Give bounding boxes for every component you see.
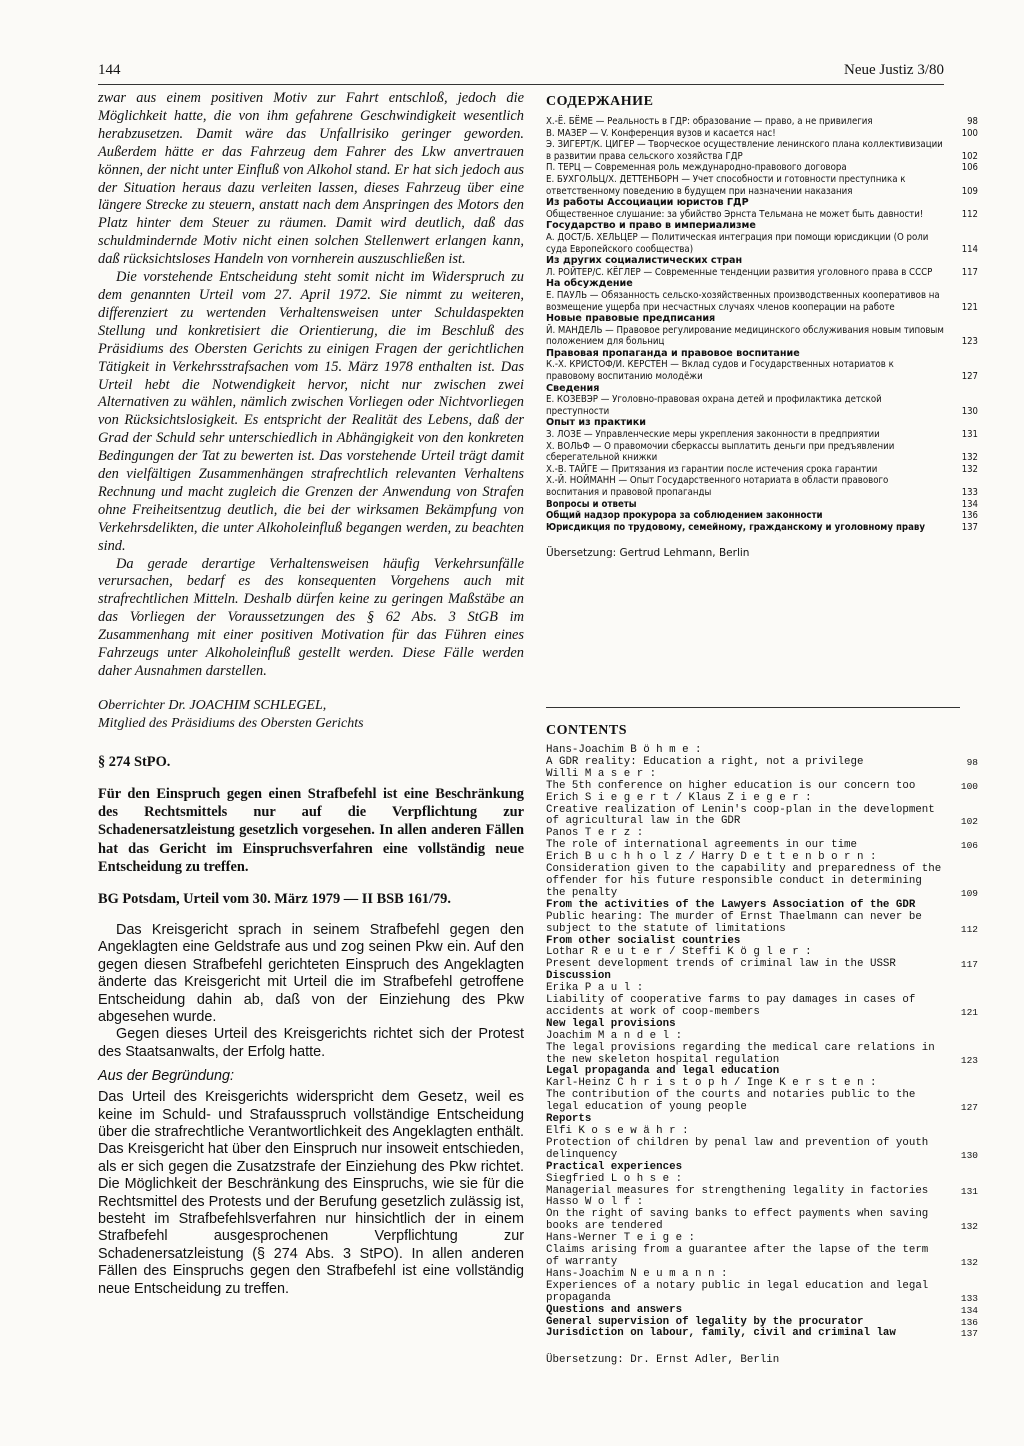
- toc-title: Jurisdiction on labour, family, civil and criminal law: [546, 1327, 896, 1340]
- toc-rubric: Practical experiences: [546, 1160, 683, 1173]
- toc-title: З. ЛОЗЕ — Управленческие меры укрепления законности в предприятии: [546, 429, 880, 441]
- toc-entry: [546, 325, 978, 348]
- toc-title: Е. БУХГОЛЬЦ/Х. ДЕТТЕНБОРН — Учет способности и готовности преступника к ответственному поведению в будущем при назначении наказания: [546, 173, 906, 197]
- toc-entry: [546, 441, 978, 464]
- toc-page-number: 121: [961, 301, 978, 313]
- toc-title: General supervision of legality by the procurator: [546, 1315, 864, 1328]
- toc-title: Е. КОЗЕВЭР — Уголовно-правовая охрана детей и профилактика детской преступности: [546, 394, 882, 417]
- toc-page-number: 98: [967, 116, 978, 127]
- toc-title: Consideration given to the capability and preparedness of the offender for his future responsible conduct in determining the penalty: [546, 863, 942, 899]
- toc-title: A GDR reality: Education a right, not a privilege: [546, 755, 864, 768]
- toc-author: Hans-Joachim N e u m a n n :: [546, 1267, 728, 1280]
- toc-rubric: Новые правовые предписания: [546, 313, 716, 325]
- toc-title: Вопросы и ответы: [546, 498, 637, 510]
- english-toc-list: [546, 745, 978, 1340]
- toc-title: Present development trends of criminal law in the USSR: [546, 958, 896, 971]
- left-column: [98, 90, 524, 1298]
- toc-entry: [546, 864, 978, 900]
- toc-title: Х.-Ё. БЁМЕ — Реальность в ГДР: образование — право, а не привилегия: [546, 116, 873, 127]
- toc-author: Hasso W o l f :: [546, 1196, 644, 1209]
- toc-page-number: 127: [961, 371, 978, 383]
- page-number: 144: [98, 62, 121, 78]
- toc-title: П. ТЕРЦ — Современная роль международно-правового договора: [546, 162, 847, 174]
- toc-author: Siegfried L o h s e :: [546, 1172, 683, 1185]
- commentary-author: [98, 697, 524, 733]
- toc-author: Elfi K o s e w ä h r :: [546, 1125, 689, 1137]
- toc-rubric: Reports: [546, 1113, 592, 1126]
- english-contents: [546, 723, 978, 1366]
- toc-entry: [546, 805, 978, 829]
- toc-page-number: 137: [960, 1328, 978, 1340]
- body-paragraph: Das Kreisgericht sprach in seinem Strafbefehl gegen den Angeklagten eine Geldstrafe aus und zog seinen Pkw ein. Auf den gegen diesen Strafbefehl gerichteten Einspruch des Angeklagten änderte das Kreisgericht mit Urteil die im Strafbefehl getroffene Entscheidung dahin ab, daß von der Einziehung des Pkw abgesehen wurde.: [98, 921, 524, 1025]
- section-heading: § 274 StPO.: [98, 753, 171, 770]
- headnote: Für den Einspruch gegen einen Strafbefehl ist eine Beschränkung des Rechtsmittels nur auf die Verpflichtung zur Schadenersatzleistung gesetzlich vorgesehen. In allen anderen Fällen hat das Gericht im Einspruchsverfahren eine vollständig neue Entscheidung zu treffen.: [98, 785, 524, 875]
- journal-issue: Neue Justiz 3/80: [844, 62, 944, 78]
- toc-page-number: 109: [960, 887, 978, 899]
- toc-entry: [546, 139, 978, 162]
- toc-page-number: 132: [961, 452, 978, 464]
- toc-entry: [546, 174, 978, 197]
- toc-page-number: 137: [961, 521, 978, 533]
- toc-page-number: 106: [960, 840, 978, 852]
- toc-page-number: 136: [960, 1316, 978, 1328]
- toc-entry: [546, 464, 978, 476]
- toc-author: Karl-Heinz C h r i s t o p h / Inge K e r s t e n :: [546, 1077, 877, 1090]
- toc-entry: [546, 162, 978, 174]
- toc-page-number: 130: [960, 1149, 978, 1161]
- commentary-paragraph: Da gerade derartige Verhaltensweisen häufig Verkehrsunfälle verursachen, bedarf es des konsequenten Vorgehens auch mit strafrechtlichen Mitteln. Deshalb dürfen keine zu geringen Maßstäbe an das Vorliegen der Voraussetzungen des § 62 Abs. 3 StGB im Zusammenhang mit einer positiven Motivation für das Führen eines Fahrzeugs unter Alkoholeinfluß gestellt werden. Diese Fälle werden daher Ausnahmen darstellen.: [98, 555, 524, 679]
- toc-page-number: 102: [961, 150, 978, 162]
- toc-rubric: Государство и право в империализме: [546, 220, 756, 232]
- toc-title: Experiences of a notary public in legal education and legal propaganda: [546, 1279, 929, 1304]
- toc-page-number: 100: [960, 780, 978, 792]
- toc-entry: [546, 1305, 978, 1317]
- toc-entry: [546, 116, 978, 128]
- toc-title: Protection of children by penal law and prevention of youth delinquency: [546, 1136, 929, 1161]
- toc-author: Erich S i e g e r t / Klaus Z i e g e r :: [546, 791, 812, 804]
- toc-page-number: 100: [961, 127, 978, 139]
- toc-author: Joachim M a n d e l :: [546, 1029, 683, 1042]
- toc-page-number: 102: [960, 816, 978, 828]
- toc-rubric: Discussion: [546, 970, 611, 983]
- toc-author: Panos T e r z :: [546, 827, 644, 840]
- toc-title: The role of international agreements in our time: [546, 839, 858, 852]
- russian-toc-list: [546, 116, 978, 533]
- toc-title: Х.-Й. НОЙМАНН — Опыт Государственного нотариата в области правового воспитания и правовой пропаганды: [546, 475, 889, 498]
- toc-entry: [546, 781, 978, 793]
- header-rule: [98, 84, 944, 85]
- toc-entry: [546, 1245, 978, 1269]
- toc-page-number: 132: [960, 1256, 978, 1268]
- subheading: Aus der Begründung:: [98, 1068, 235, 1085]
- author-name: Oberrichter Dr. JOACHIM SCHLEGEL,: [98, 697, 327, 713]
- commentary-paragraph: Die vorstehende Entscheidung steht somit nicht im Widerspruch zu dem genannten Urteil vom 27. April 1972. Sie nimmt zu weiteren, differenziert zu wertenden Verhaltensweisen unter Schuldaspekten Stellung und konkretisiert die Orientierung, die im Beschluß des Präsidiums des Obersten Gerichts zu einigen Fragen der gerichtlichen Tätigkeit in Verkehrsstrafsachen vom 15. März 1978 enthalten ist. Das Urteil hebt die Notwendigkeit hervor, nicht nur zwischen zwei Alternativen zu wählen, nämlich zwischen Vorliegen oder Nichtvorliegen von Rücksichtslosigkeit. Es entspricht der Realität des Lebens, daß der Grad der Schuld sehr unterschiedlich in Abhängigkeit von den konkreten Bedingungen der Tat zu bewerten ist. Das vorstehende Urteil trägt damit den vielfältigen Zusammenhängen strafrechtlich relevanten Verhaltens Rechnung und macht zugleich die Grenzen der Anwendung von Strafen ohne Freiheitsentzug deutlich, die bei der wirksamen Bekämpfung von Verkehrsdelikten, die unter Alkoholeinfluß begangen werden, zu beachten sind.: [98, 269, 524, 554]
- toc-entry: [546, 912, 978, 936]
- toc-author: Hans-Werner T e i g e :: [546, 1232, 696, 1245]
- toc-title: В. МАЗЕР — V. Конференция вузов и касается нас!: [546, 127, 776, 139]
- toc-page-number: 131: [961, 429, 978, 441]
- toc-title: Э. ЗИГЕРТ/К. ЦИГЕР — Творческое осуществление ленинского плана коллективизации в развитии права сельского хозяйства ГДР: [546, 139, 943, 162]
- toc-entry: [546, 1138, 978, 1162]
- toc-page-number: 121: [960, 1006, 978, 1018]
- toc-entry: [546, 359, 978, 382]
- toc-entry: [546, 1043, 978, 1067]
- toc-entry: [546, 128, 978, 140]
- toc-author: Erika P a u l :: [546, 982, 644, 995]
- toc-entry: [546, 1281, 978, 1305]
- toc-page-number: 130: [961, 405, 978, 417]
- toc-page-number: 134: [960, 1304, 978, 1316]
- toc-page-number: 134: [961, 498, 978, 510]
- toc-title: The 5th conference on higher education is our concern too: [546, 779, 916, 792]
- toc-rubric: From the activities of the Lawyers Association of the GDR: [546, 898, 916, 911]
- russian-contents: [546, 94, 978, 559]
- toc-title: Managerial measures for strengthening legality in factories: [546, 1184, 929, 1197]
- toc-page-number: 117: [961, 266, 978, 278]
- toc-title: On the right of saving banks to effect payments when saving books are tendered: [546, 1208, 929, 1233]
- page-header: [98, 62, 944, 82]
- toc-page-number: 136: [961, 510, 978, 522]
- toc-rubric: From other socialist countries: [546, 934, 741, 947]
- toc-page-number: 112: [960, 923, 978, 935]
- toc-title: Liability of cooperative farms to pay damages in cases of accidents at work of coop-members: [546, 994, 916, 1018]
- toc-entry: [546, 959, 978, 971]
- toc-title: Х.-В. ТАЙГЕ — Притязания из гарантии после истечения срока гарантии: [546, 463, 878, 475]
- toc-page-number: 123: [961, 336, 978, 348]
- toc-entry: [546, 1209, 978, 1233]
- toc-page-number: 132: [961, 463, 978, 475]
- english-contents-title: CONTENTS: [546, 723, 628, 738]
- russian-contents-title: СОДЕРЖАНИЕ: [546, 94, 654, 109]
- toc-title: Claims arising from a guarantee after the lapse of the term of warranty: [546, 1244, 929, 1268]
- toc-title: А. ДОСТ/Б. ХЕЛЬЦЕР — Политическая интеграция при помощи юрисдикции (О роли суда Европейского сообщества): [546, 231, 929, 255]
- toc-rubric: Сведения: [546, 382, 600, 394]
- toc-rubric: На обсуждение: [546, 278, 633, 290]
- body-paragraph: Das Urteil des Kreisgerichts widerspricht dem Gesetz, weil es keine im Schuld- und Strafausspruch vollständige Entscheidung über die strafrechtliche Verantwortlichkeit des Angeklagten enthält. Das Kreisgericht hat über den Einspruch nur insoweit entschieden, als er sich gegen die Zusatzstrafe der Einziehung des Pkw richtet. Die Möglichkeit der Beschränkung des Einspruchs, wie sie für die Rechtsmittel des Protests und der Berufung gesetzlich zulässig ist, besteht im Strafbefehlsverfahren nur hinsichtlich der in einem Strafbefehl ausgesprochenen Verpflichtung zur Schadenersatzleistung (§ 274 Abs. 3 StPO). In allen anderen Fällen des Einspruchs gegen den Strafbefehl ist eine vollständig neue Entscheidung zu treffen.: [98, 1089, 524, 1297]
- toc-entry: [546, 232, 978, 255]
- toc-page-number: 106: [961, 162, 978, 174]
- toc-rubric: Legal propaganda and legal education: [546, 1065, 780, 1078]
- toc-page-number: 117: [960, 959, 978, 971]
- toc-author: Hans-Joachim B ö h m e :: [546, 744, 702, 756]
- toc-entry: [546, 209, 978, 221]
- translator-credit: Übersetzung: Dr. Ernst Adler, Berlin: [546, 1354, 780, 1367]
- toc-title: Questions and answers: [546, 1303, 683, 1316]
- toc-page-number: 98: [966, 756, 978, 768]
- section-divider: [546, 707, 960, 708]
- toc-author: Willi M a s e r :: [546, 767, 657, 780]
- toc-entry: [546, 1328, 978, 1340]
- toc-title: The legal provisions regarding the medical care relations in the new skeleton hospital regulation: [546, 1041, 935, 1066]
- toc-entry: [546, 394, 978, 417]
- toc-rubric: Из работы Ассоциации юристов ГДР: [546, 197, 749, 209]
- toc-page-number: 133: [961, 487, 978, 498]
- toc-title: Общий надзор прокурора за соблюдением законности: [546, 510, 823, 522]
- toc-entry: [546, 1090, 978, 1114]
- body-paragraph: Gegen dieses Urteil des Kreisgerichts richtet sich der Protest des Staatsanwalts, der Erfolg hatte.: [98, 1026, 524, 1060]
- toc-rubric: New legal provisions: [546, 1017, 676, 1030]
- toc-entry: [546, 429, 978, 441]
- toc-title: К.-Х. КРИСТОФ/И. КЕРСТЕН — Вклад судов и Государственных нотариатов к правовому воспитанию молодёжи: [546, 359, 894, 383]
- toc-entry: [546, 290, 978, 313]
- toc-title: Public hearing: The murder of Ernst Thaelmann can never be subject to the statute of limitations: [546, 910, 922, 935]
- court-citation: BG Potsdam, Urteil vom 30. März 1979 — II BSB 161/79.: [98, 890, 451, 907]
- toc-page-number: 132: [960, 1221, 978, 1233]
- toc-page-number: 123: [960, 1054, 978, 1066]
- toc-title: Л. РОЙТЕР/С. КЁГЛЕР — Современные тенденции развития уголовного права в СССР: [546, 266, 933, 278]
- toc-title: Й. МАНДЕЛЬ — Правовое регулирование медицинского обслуживания новым типовым положением для больниц: [546, 324, 944, 348]
- toc-title: The contribution of the courts and notaries public to the legal education of young people: [546, 1089, 916, 1114]
- toc-entry: [546, 499, 978, 511]
- toc-rubric: Из других социалистических стран: [546, 255, 743, 267]
- toc-title: Х. ВОЛЬФ — О правомочии сберкассы выплатить деньги при предъявлении сберегательной книжки: [546, 440, 895, 464]
- toc-author: Lothar R e u t e r / Steffi K ö g l e r :: [546, 946, 812, 959]
- toc-page-number: 127: [960, 1102, 978, 1114]
- toc-page-number: 109: [961, 185, 978, 197]
- toc-author: Erich B u c h h o l z / Harry D e t t e n b o r n :: [546, 851, 877, 864]
- toc-entry: [546, 510, 978, 522]
- commentary-paragraph: zwar aus einem positiven Motiv zur Fahrt entschloß, jedoch die Möglichkeit hatte, die von ihm gefahrene Geschwindigkeit wesentlich herabzusetzen. Damit wäre das Unfallrisiko geringer geworden. Außerdem hätte er das Fahrzeug dem Fahrer des Lkw anvertrauen können, der nicht unter Einfluß von Alkohol stand. Er hat sich jedoch aus der Situation heraus dazu verleiten lassen, dieses Fahrzeug über eine längere Strecke zu steuern, anstatt nach dem Anspringen des Motors den Platz hinter dem Steuer zu räumen. Damit wird deutlich, daß das schuldmindernde Motiv nicht einen solchen Stellenwert erlangen kann, daß rücksichtsloses Handeln von vornherein auszuschließen ist.: [98, 90, 524, 268]
- toc-entry: [546, 522, 978, 534]
- toc-page-number: 114: [961, 243, 978, 255]
- toc-title: Юрисдикция по трудовому, семейному, гражданскому и уголовному праву: [546, 521, 926, 533]
- toc-page-number: 133: [960, 1292, 978, 1304]
- toc-entry: [546, 995, 978, 1019]
- toc-page-number: 112: [961, 208, 978, 220]
- toc-title: Е. ПАУЛЬ — Обязанность сельско-хозяйственных производственных кооперативов на возмещение ущерба при несчастных случаях членов кооперации на работе: [546, 289, 940, 313]
- toc-entry: [546, 475, 978, 498]
- toc-title: Creative realization of Lenin's coop-plan in the development of agricultural law in the GDR: [546, 803, 935, 828]
- author-position: Mitglied des Präsidiums des Obersten Gerichts: [98, 715, 364, 731]
- toc-entry: [546, 267, 978, 279]
- toc-rubric: Правовая пропаганда и правовое воспитание: [546, 347, 800, 359]
- toc-rubric: Опыт из практики: [546, 417, 646, 429]
- toc-title: Общественное слушание: за убийство Эрнста Тельмана не может быть давности!: [546, 208, 924, 220]
- translator-credit: Übersetzung: Gertrud Lehmann, Berlin: [546, 547, 750, 560]
- toc-page-number: 131: [960, 1185, 978, 1197]
